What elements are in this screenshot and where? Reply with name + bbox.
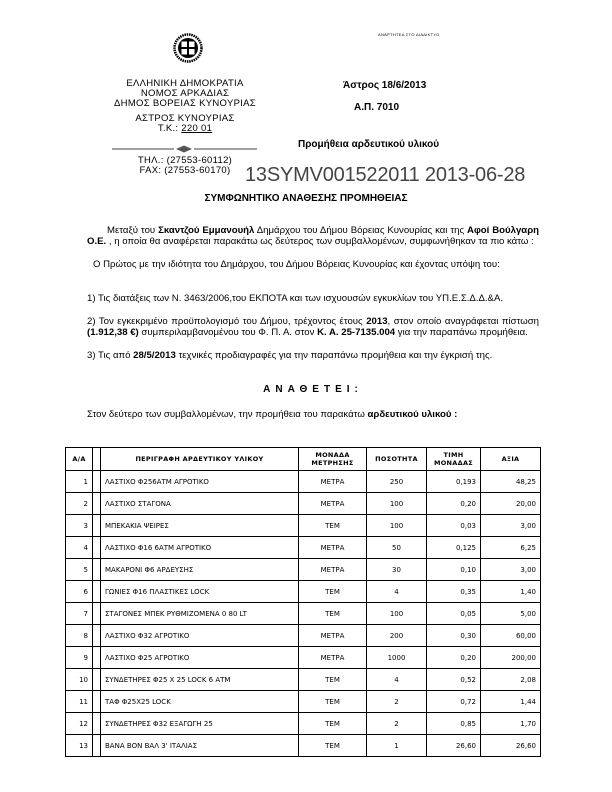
cell-value: 48,25 — [481, 471, 541, 493]
header-phone: ΤΗΛ.: (27553-60112) — [137, 155, 233, 166]
cell-unit-price: 0,193 — [427, 471, 481, 493]
budget-year: 2013 — [366, 316, 388, 327]
clause-2 — [87, 316, 539, 339]
cell-blank — [93, 647, 101, 669]
cell-value: 20,00 — [481, 493, 541, 515]
cell-unit-price: 0,03 — [427, 515, 481, 537]
cell-unit-price: 0,10 — [427, 559, 481, 581]
table-row — [66, 735, 541, 757]
document-title: ΣΥΜΦΩΝΗΤΙΚΟ ΑΝΑΘΕΣΗΣ ΠΡΟΜΗΘΕΙΑΣ — [204, 193, 408, 204]
clause-1: 1) Τις διατάξεις των Ν. 3463/2006,του ΕΚΠΟΤΑ και των ισχυουσών εγκυκλίων του ΥΠ.Ε.Σ.Δ.Δ.&Α. — [87, 293, 504, 304]
cell-aa: 12 — [66, 713, 93, 735]
cell-quantity: 2 — [367, 691, 427, 713]
cell-unit-price: 0,125 — [427, 537, 481, 559]
cell-unit-price: 0,35 — [427, 581, 481, 603]
table-row — [66, 515, 541, 537]
cell-description: ΣΤΑΓΟΝΕΣ ΜΠΕΚ ΡΥΘΜΙΖΟΜΕΝΑ 0 80 LT — [101, 603, 299, 625]
header-postal — [95, 124, 275, 135]
material-type: αρδευτικού υλικού : — [367, 409, 458, 420]
cell-unit-price: 0,20 — [427, 493, 481, 515]
header-fax: FAX: (27553-60170) — [139, 165, 231, 176]
items-table — [65, 447, 541, 757]
cell-quantity: 4 — [367, 581, 427, 603]
greek-emblem-icon — [173, 33, 203, 63]
cell-unit: ΜΕΤΡΑ — [299, 493, 367, 515]
cell-blank — [93, 559, 101, 581]
table-row — [66, 603, 541, 625]
credit-amount: (1.912,38 €) — [87, 327, 139, 339]
table-row — [66, 559, 541, 581]
cell-value: 200,00 — [481, 647, 541, 669]
spec-date: 28/5/2013 — [133, 350, 176, 361]
text: Στον δεύτερο των συμβαλλομένων, την προμήθεια του παρακάτω — [87, 409, 368, 420]
table-row — [66, 537, 541, 559]
cell-value: 3,00 — [481, 515, 541, 537]
cell-aa: 11 — [66, 691, 93, 713]
table-row — [66, 691, 541, 713]
cell-unit-price: 0,52 — [427, 669, 481, 691]
col-quantity: ΠΟΣΟΤΗΤΑ — [367, 448, 427, 471]
col-unit: ΜΟΝΑΔΑ ΜΕΤΡΗΣΗΣ — [299, 448, 367, 471]
table-row — [66, 647, 541, 669]
paragraph-parties — [87, 225, 539, 248]
posting-note: ΑΝΑΡΤΗΤΕΑ ΣΤΟ ΔΙΑΔΙΚΤΥΟ — [378, 32, 440, 37]
cell-unit: ΤΕΜ — [299, 713, 367, 735]
protocol-number: Α.Π. 7010 — [354, 102, 400, 113]
text: για την παραπάνω προμήθεια. — [395, 327, 528, 339]
table-row — [66, 493, 541, 515]
col-aa: Α/Α — [66, 448, 93, 471]
cell-aa: 9 — [66, 647, 93, 669]
cell-aa: 4 — [66, 537, 93, 559]
cell-aa: 6 — [66, 581, 93, 603]
text: 2) Τον εγκεκριμένο προϋπολογισμό του Δήμου, τρέχοντος έτους — [87, 316, 367, 327]
text: , στον οποίο αναγράφεται πίστωση — [387, 316, 539, 327]
clause-3 — [87, 350, 539, 361]
cell-value: 6,25 — [481, 537, 541, 559]
cell-unit-price: 26,60 — [427, 735, 481, 757]
cell-blank — [93, 691, 101, 713]
cell-description: ΛΑΣΤΙΧΟ Φ32 ΑΓΡΟΤΙΚΟ — [101, 625, 299, 647]
cell-description: ΜΑΚΑΡΟΝΙ Φ6 ΑΡΔΕΥΣΗΣ — [101, 559, 299, 581]
cell-blank — [93, 581, 101, 603]
intro-line — [87, 409, 539, 420]
cell-unit: ΤΕΜ — [299, 603, 367, 625]
cell-description: ΣΥΝΔΕΤΗΡΕΣ Φ25 Χ 25 LOCK 6 ΑΤΜ — [101, 669, 299, 691]
cell-unit: ΤΕΜ — [299, 669, 367, 691]
place-date: Άστρος 18/6/2013 — [343, 80, 427, 91]
cell-aa: 13 — [66, 735, 93, 757]
cell-value: 26,60 — [481, 735, 541, 757]
budget-code: Κ. Α. 25-7135.004 — [317, 327, 396, 339]
cell-unit: ΤΕΜ — [299, 735, 367, 757]
cell-blank — [93, 603, 101, 625]
mayor-name: Σκαντζού Εμμανουήλ — [158, 225, 255, 236]
text: Δημάρχου του Δήμου Βόρειας Κυνουρίας και της — [254, 225, 468, 236]
cell-blank — [93, 625, 101, 647]
cell-aa: 10 — [66, 669, 93, 691]
text: τεχνικές προδιαγραφές για την παραπάνω προμήθεια και την έγκρισή της. — [175, 350, 493, 361]
cell-value: 3,00 — [481, 559, 541, 581]
col-description: ΠΕΡΙΓΡΑΦΗ ΑΡΔΕΥΤΙΚΟΥ ΥΛΙΚΟΥ — [101, 448, 299, 471]
cell-unit: ΤΕΜ — [299, 515, 367, 537]
cell-description: ΛΑΣΤΙΧΟ Φ16 6ΑΤΜ ΑΓΡΟΤΙΚΟ — [101, 537, 299, 559]
cell-description: ΒΑΝΑ ΒΟΝ ΒΑΛ 3' ΙΤΑΛΙΑΣ — [101, 735, 299, 757]
table-row — [66, 625, 541, 647]
cell-value: 1,40 — [481, 581, 541, 603]
col-value: ΑΞΙΑ — [481, 448, 541, 471]
cell-quantity: 30 — [367, 559, 427, 581]
cell-aa: 3 — [66, 515, 93, 537]
cell-quantity: 100 — [367, 515, 427, 537]
cell-quantity: 100 — [367, 493, 427, 515]
cell-aa: 5 — [66, 559, 93, 581]
cell-value: 1,44 — [481, 691, 541, 713]
cell-value: 1,70 — [481, 713, 541, 735]
cell-aa: 8 — [66, 625, 93, 647]
cell-value: 60,00 — [481, 625, 541, 647]
cell-unit: ΜΕΤΡΑ — [299, 537, 367, 559]
cell-quantity: 100 — [367, 603, 427, 625]
cell-unit: ΜΕΤΡΑ — [299, 471, 367, 493]
cell-description: ΛΑΣΤΙΧΟ Φ25 ΑΓΡΟΤΙΚΟ — [101, 647, 299, 669]
cell-quantity: 200 — [367, 625, 427, 647]
ada-watermark: 13SYMV001522011 2013-06-28 — [245, 164, 526, 186]
ornament-divider — [112, 145, 257, 153]
assigns-heading: ΑΝΑΘΕΤΕΙ: — [263, 384, 363, 395]
text: συμπεριλαμβανομένου του Φ. Π. Α. στον — [138, 327, 318, 339]
col-blank — [93, 448, 101, 471]
cell-aa: 7 — [66, 603, 93, 625]
cell-description: ΛΑΣΤΙΧΟ Φ256ΑΤΜ ΑΓΡΟΤΙΚΟ — [101, 471, 299, 493]
col-unit-price: ΤΙΜΗ ΜΟΝΑΔΑΣ — [427, 448, 481, 471]
cell-description: ΜΠΕΚΑΚΙΑ ΨΕΙΡΕΣ — [101, 515, 299, 537]
table-row — [66, 581, 541, 603]
cell-value: 5,00 — [481, 603, 541, 625]
cell-description: ΣΥΝΔΕΤΗΡΕΣ Φ32 ΕΞΑΓΩΓΗ 25 — [101, 713, 299, 735]
cell-unit: ΜΕΤΡΑ — [299, 559, 367, 581]
subject: Προμήθεια αρδευτικού υλικού — [298, 139, 440, 150]
cell-unit: ΜΕΤΡΑ — [299, 647, 367, 669]
text: 3) Τις από — [87, 350, 134, 361]
cell-aa: 1 — [66, 471, 93, 493]
paragraph-first-party: Ο Πρώτος με την ιδιότητα του Δημάρχου, του Δήμου Βόρειας Κυνουρίας και έχοντας υπόψη του: — [93, 259, 500, 270]
cell-blank — [93, 669, 101, 691]
cell-blank — [93, 735, 101, 757]
table-row — [66, 471, 541, 493]
cell-quantity: 4 — [367, 669, 427, 691]
cell-quantity: 1000 — [367, 647, 427, 669]
cell-unit-price: 0,20 — [427, 647, 481, 669]
postal-code: 220 01 — [181, 123, 213, 134]
cell-blank — [93, 515, 101, 537]
cell-description: ΤΑΦ Φ25Χ25 LOCK — [101, 691, 299, 713]
cell-unit: ΤΕΜ — [299, 691, 367, 713]
text: Μεταξύ του — [107, 225, 159, 236]
cell-quantity: 2 — [367, 713, 427, 735]
table-header-row — [66, 448, 541, 471]
cell-quantity: 50 — [367, 537, 427, 559]
header-prefecture: ΝΟΜΟΣ ΑΡΚΑΔΙΑΣ — [140, 88, 230, 99]
cell-blank — [93, 493, 101, 515]
cell-aa: 2 — [66, 493, 93, 515]
cell-value: 2,08 — [481, 669, 541, 691]
postal-label: Τ.Κ.: — [157, 123, 182, 134]
header-town: ΑΣΤΡΟΣ ΚΥΝΟΥΡΙΑΣ — [135, 113, 235, 124]
cell-unit-price: 0,05 — [427, 603, 481, 625]
header-country: ΕΛΛΗΝΙΚΗ ΔΗΜΟΚΡΑΤΙΑ — [126, 78, 244, 89]
cell-quantity: 250 — [367, 471, 427, 493]
cell-unit: ΜΕΤΡΑ — [299, 625, 367, 647]
table-row — [66, 713, 541, 735]
text: , η οποία θα αναφέρεται παρακάτω ως δεύτερος των συμβαλλομένων, συμφωνήθηκαν τα πιο κάτω : — [106, 236, 534, 248]
cell-blank — [93, 471, 101, 493]
cell-description: ΛΑΣΤΙΧΟ ΣΤΑΓΟΝΑ — [101, 493, 299, 515]
cell-unit-price: 0,30 — [427, 625, 481, 647]
cell-quantity: 1 — [367, 735, 427, 757]
cell-description: ΓΩΝΙΕΣ Φ16 ΠΛΑΣΤΙΚΕΣ LOCK — [101, 581, 299, 603]
table-row — [66, 669, 541, 691]
cell-unit-price: 0,72 — [427, 691, 481, 713]
cell-unit: ΤΕΜ — [299, 581, 367, 603]
contractor-name: Αφοί Βούλγαρη Ο.Ε. — [87, 225, 539, 248]
cell-unit-price: 0,85 — [427, 713, 481, 735]
cell-blank — [93, 537, 101, 559]
cell-blank — [93, 713, 101, 735]
header-municipality: ΔΗΜΟΣ ΒΟΡΕΙΑΣ ΚΥΝΟΥΡΙΑΣ — [114, 98, 256, 109]
